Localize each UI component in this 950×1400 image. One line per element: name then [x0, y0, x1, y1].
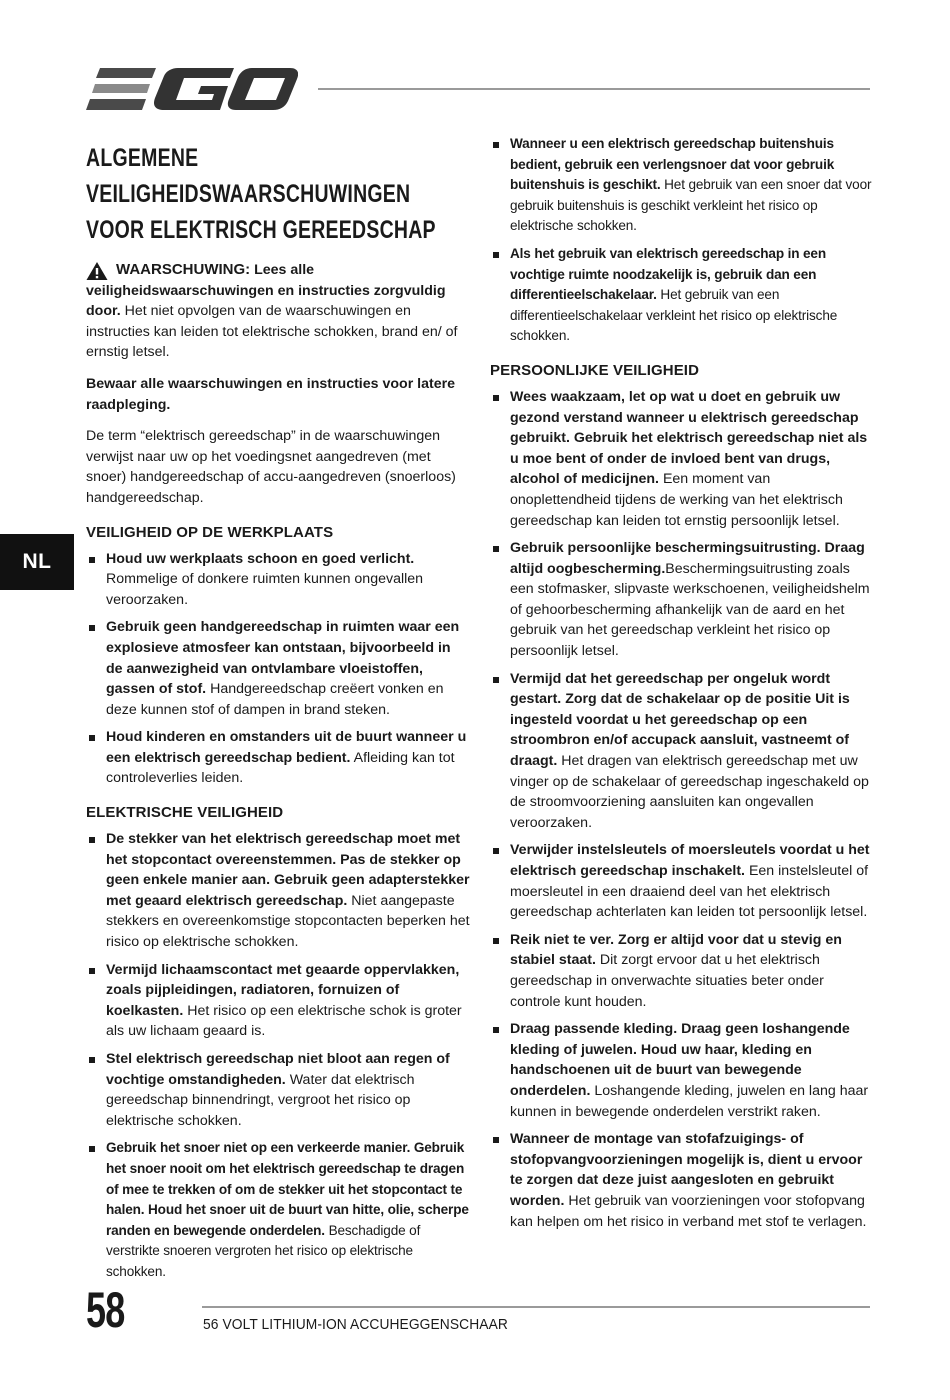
list-item — [490, 1129, 872, 1232]
language-tab: NL — [0, 534, 74, 590]
item-text: Rommelige of donkere ruimten kunnen ongevallen veroorzaken. — [106, 571, 424, 608]
keep-notice: Bewaar alle waarschuwingen en instructies voor latere raadpleging. — [86, 375, 456, 413]
item-text: Een moment van onoplettendheid tijdens de werking van het elektrisch gereedschap kan leiden tot ernstig persoonlijk letsel. — [510, 471, 843, 529]
warning-label: WAARSCHUWING: — [116, 261, 251, 278]
item-text: Loshangende kleding, juwelen en lang haar kunnen in bewegende onderdelen verstrikt raken. — [510, 1082, 869, 1120]
item-text: Het gebruik van een snoer dat voor gebruik buitenshuis is geschikt verkleint het risico op elektrische schokken. — [510, 177, 872, 234]
item-bold: Reik niet te ver. Zorg er altijd voor dat u stevig en stabiel staat. — [510, 931, 842, 969]
section-heading-electrical: ELEKTRISCHE VEILIGHEID — [86, 804, 284, 822]
page-title — [86, 140, 469, 248]
item-bold: Gebruik persoonlijke beschermingsuitrusting. Draag altijd oogbescherming. — [510, 540, 865, 577]
item-bold: Houd uw werkplaats schoon en goed verlicht. — [106, 550, 415, 567]
warning-text: Het niet opvolgen van de waarschuwingen en instructies kan leiden tot elektrische schokken, brand en/ of ernstig letsel. — [86, 303, 458, 361]
item-text: Het dragen van elektrisch gereedschap met uw vinger op de schakelaar of gereedschap ingeschakeld op de stroomvoorziening aansluiten kan ongevallen veroorzaken. — [510, 753, 869, 831]
list-item — [86, 549, 470, 611]
item-bold: Verwijder instelsleutels of moersleutels voordat u het elektrisch gereedschap inschakelt. — [510, 842, 870, 879]
list-item — [86, 1138, 470, 1282]
item-text: Dit zorgt ervoor dat u het elektrisch gereedschap in onverwachte situaties beter onder controle kunt houden. — [510, 952, 824, 1010]
personal-safety-list — [490, 387, 872, 1232]
list-item — [490, 538, 872, 662]
item-bold: Wanneer de montage van stofafzuigings- of stofopvangvoorzieningen mogelijk is, dient u ervoor te zorgen dat deze juist aangesloten en gebruikt worden. — [510, 1131, 863, 1209]
item-text: Het risico op een elektrische schok is groter als uw lichaam geaard is. — [106, 1002, 462, 1040]
title-line-2: VOOR ELEKTRISCH GEREEDSCHAP — [86, 216, 436, 244]
item-bold: Vermijd lichaamscontact met geaarde oppervlakken, zoals pijpleidingen, radiatoren, fornuizen of koelkasten. — [106, 961, 460, 1019]
list-item — [490, 244, 872, 347]
item-text: Het gebruik van voorzieningen voor stofopvang kan helpen om het risico in verband met stof te verlagen. — [510, 1192, 867, 1230]
item-bold: De stekker van het elektrisch gereedschap moet met het stopcontact overeenstemmen. Pas de stekker op geen enkele manier aan. Gebruik geen adapterstekker met geaard elektrisch gereedschap. — [106, 831, 470, 909]
footer-rule — [202, 1306, 870, 1308]
list-item — [86, 1049, 470, 1131]
warning-paragraph — [86, 260, 470, 363]
list-item — [490, 134, 872, 237]
list-item — [490, 669, 872, 834]
item-text: Beschermingsuitrusting zoals een stofmasker, slipvaste werkschoenen, veiligheidshelm of gehoorbescherming afhankelijk van de aard en het gebruik van het gereedschap verkleint het risico op persoonlijk letsel. — [510, 560, 870, 660]
electrical-list — [86, 829, 470, 1282]
ego-logo — [86, 64, 298, 114]
item-text: Het gebruik van een differentieelschakelaar verkleint het risico op elektrische schokken. — [510, 287, 838, 344]
item-bold: Houd kinderen en omstanders uit de buurt wanneer u een elektrisch gereedschap bedient. — [106, 729, 467, 766]
item-text: Een instelsleutel of moersleutel in een draaiend deel van het elektrisch gereedschap achterlaten kan leiden tot persoonlijk letsel. — [510, 863, 869, 921]
list-item — [86, 960, 470, 1042]
item-bold: Stel elektrisch gereedschap niet bloot aan regen of vochtige omstandigheden. — [106, 1051, 450, 1088]
item-bold: Als het gebruik van elektrisch gereedschap in een vochtige ruimte noodzakelijk is, gebruik dan een differentieelschakelaar. — [510, 245, 826, 303]
section-heading-workplace: VEILIGHEID OP DE WERKPLAATS — [86, 523, 334, 541]
item-bold: Gebruik geen handgereedschap in ruimten waar een explosieve atmosfeer kan ontstaan, bijvoorbeeld in de aanwezigheid van ontvlambare vloeistoffen, gassen of stof. — [106, 619, 460, 698]
item-text: Afleiding kan tot controleverlies leiden. — [106, 749, 455, 787]
section-heading-personal: PERSOONLIJKE VEILIGHEID — [490, 361, 700, 379]
warning-bold-2: veiligheidswaarschuwingen en instructies zorgvuldig door. — [86, 282, 446, 320]
item-bold: Gebruik het snoer niet op een verkeerde manier. Gebruik het snoer nooit om het elektrisch gereedschap te dragen of mee te trekken of om de stekker uit het stopcontact te halen. Houd het snoer uit de buurt van hitte, olie, scherpe randen en bewegende onderdelen. — [106, 1140, 469, 1238]
list-item — [490, 387, 872, 531]
list-item — [490, 930, 872, 1012]
item-bold: Draag passende kleding. Draag geen loshangende kleding of juwelen. Houd uw haar, kleding en handschoenen uit de buurt van bewegende onderdelen. — [510, 1021, 850, 1099]
item-text: Beschadigde of verstrikte snoeren vergroten het risico op elektrische schokken. — [106, 1222, 421, 1279]
term-paragraph: De term “elektrisch gereedschap” in de waarschuwingen verwijst naar uw op het voedingsnet aangedreven (met snoer) handgereedschap of accu-aangedreven (snoerloos) handgereedschap. — [86, 428, 456, 506]
list-item — [86, 727, 470, 789]
item-bold: Wees waakzaam, let op wat u doet en gebruik uw gezond verstand wanneer u elektrisch gereedschap gebruikt. Gebruik het elektrisch gereedschap niet als u moe bent of onder de invloed bent van drugs, alcohol of medicijnen. — [510, 388, 868, 488]
electrical-list-continued — [490, 134, 872, 347]
warning-triangle-icon — [86, 261, 108, 281]
item-bold: Wanneer u een elektrisch gereedschap buitenshuis bedient, gebruik een verlengsnoer dat voor gebruik buitenshuis is geschikt. — [510, 136, 835, 193]
list-item — [490, 1019, 872, 1122]
warning-bold-1: Lees alle — [254, 262, 315, 278]
list-item — [86, 617, 470, 720]
item-text: Water dat elektrisch gereedschap binnendringt, vergroot het risico op elektrische schokken. — [106, 1071, 415, 1129]
left-column — [86, 134, 470, 1290]
right-column — [490, 134, 872, 1239]
workplace-list — [86, 549, 470, 790]
item-text: Niet aangepaste stekkers en overeenkomstige stopcontacten beperken het risico op elektrische schokken. — [106, 892, 470, 951]
page-number: 58 — [86, 1282, 125, 1338]
list-item — [490, 840, 872, 922]
item-text: Handgereedschap creëert vonken en deze kunnen stof of dampen in brand steken. — [106, 681, 444, 718]
item-bold: Vermijd dat het gereedschap per ongeluk wordt gestart. Zorg dat de schakelaar op de positie Uit is ingesteld voordat u het gereedschap op een stroombron en/of accupack aansluit, vastneemt of draagt. — [510, 670, 850, 770]
footer-product-title: 56 VOLT LITHIUM-ION ACCUHEGGENSCHAAR — [203, 1316, 508, 1333]
header-rule — [318, 88, 870, 90]
list-item — [86, 829, 470, 953]
title-line-1: ALGEMENE VEILIGHEIDSWAARSCHUWINGEN — [86, 144, 411, 208]
